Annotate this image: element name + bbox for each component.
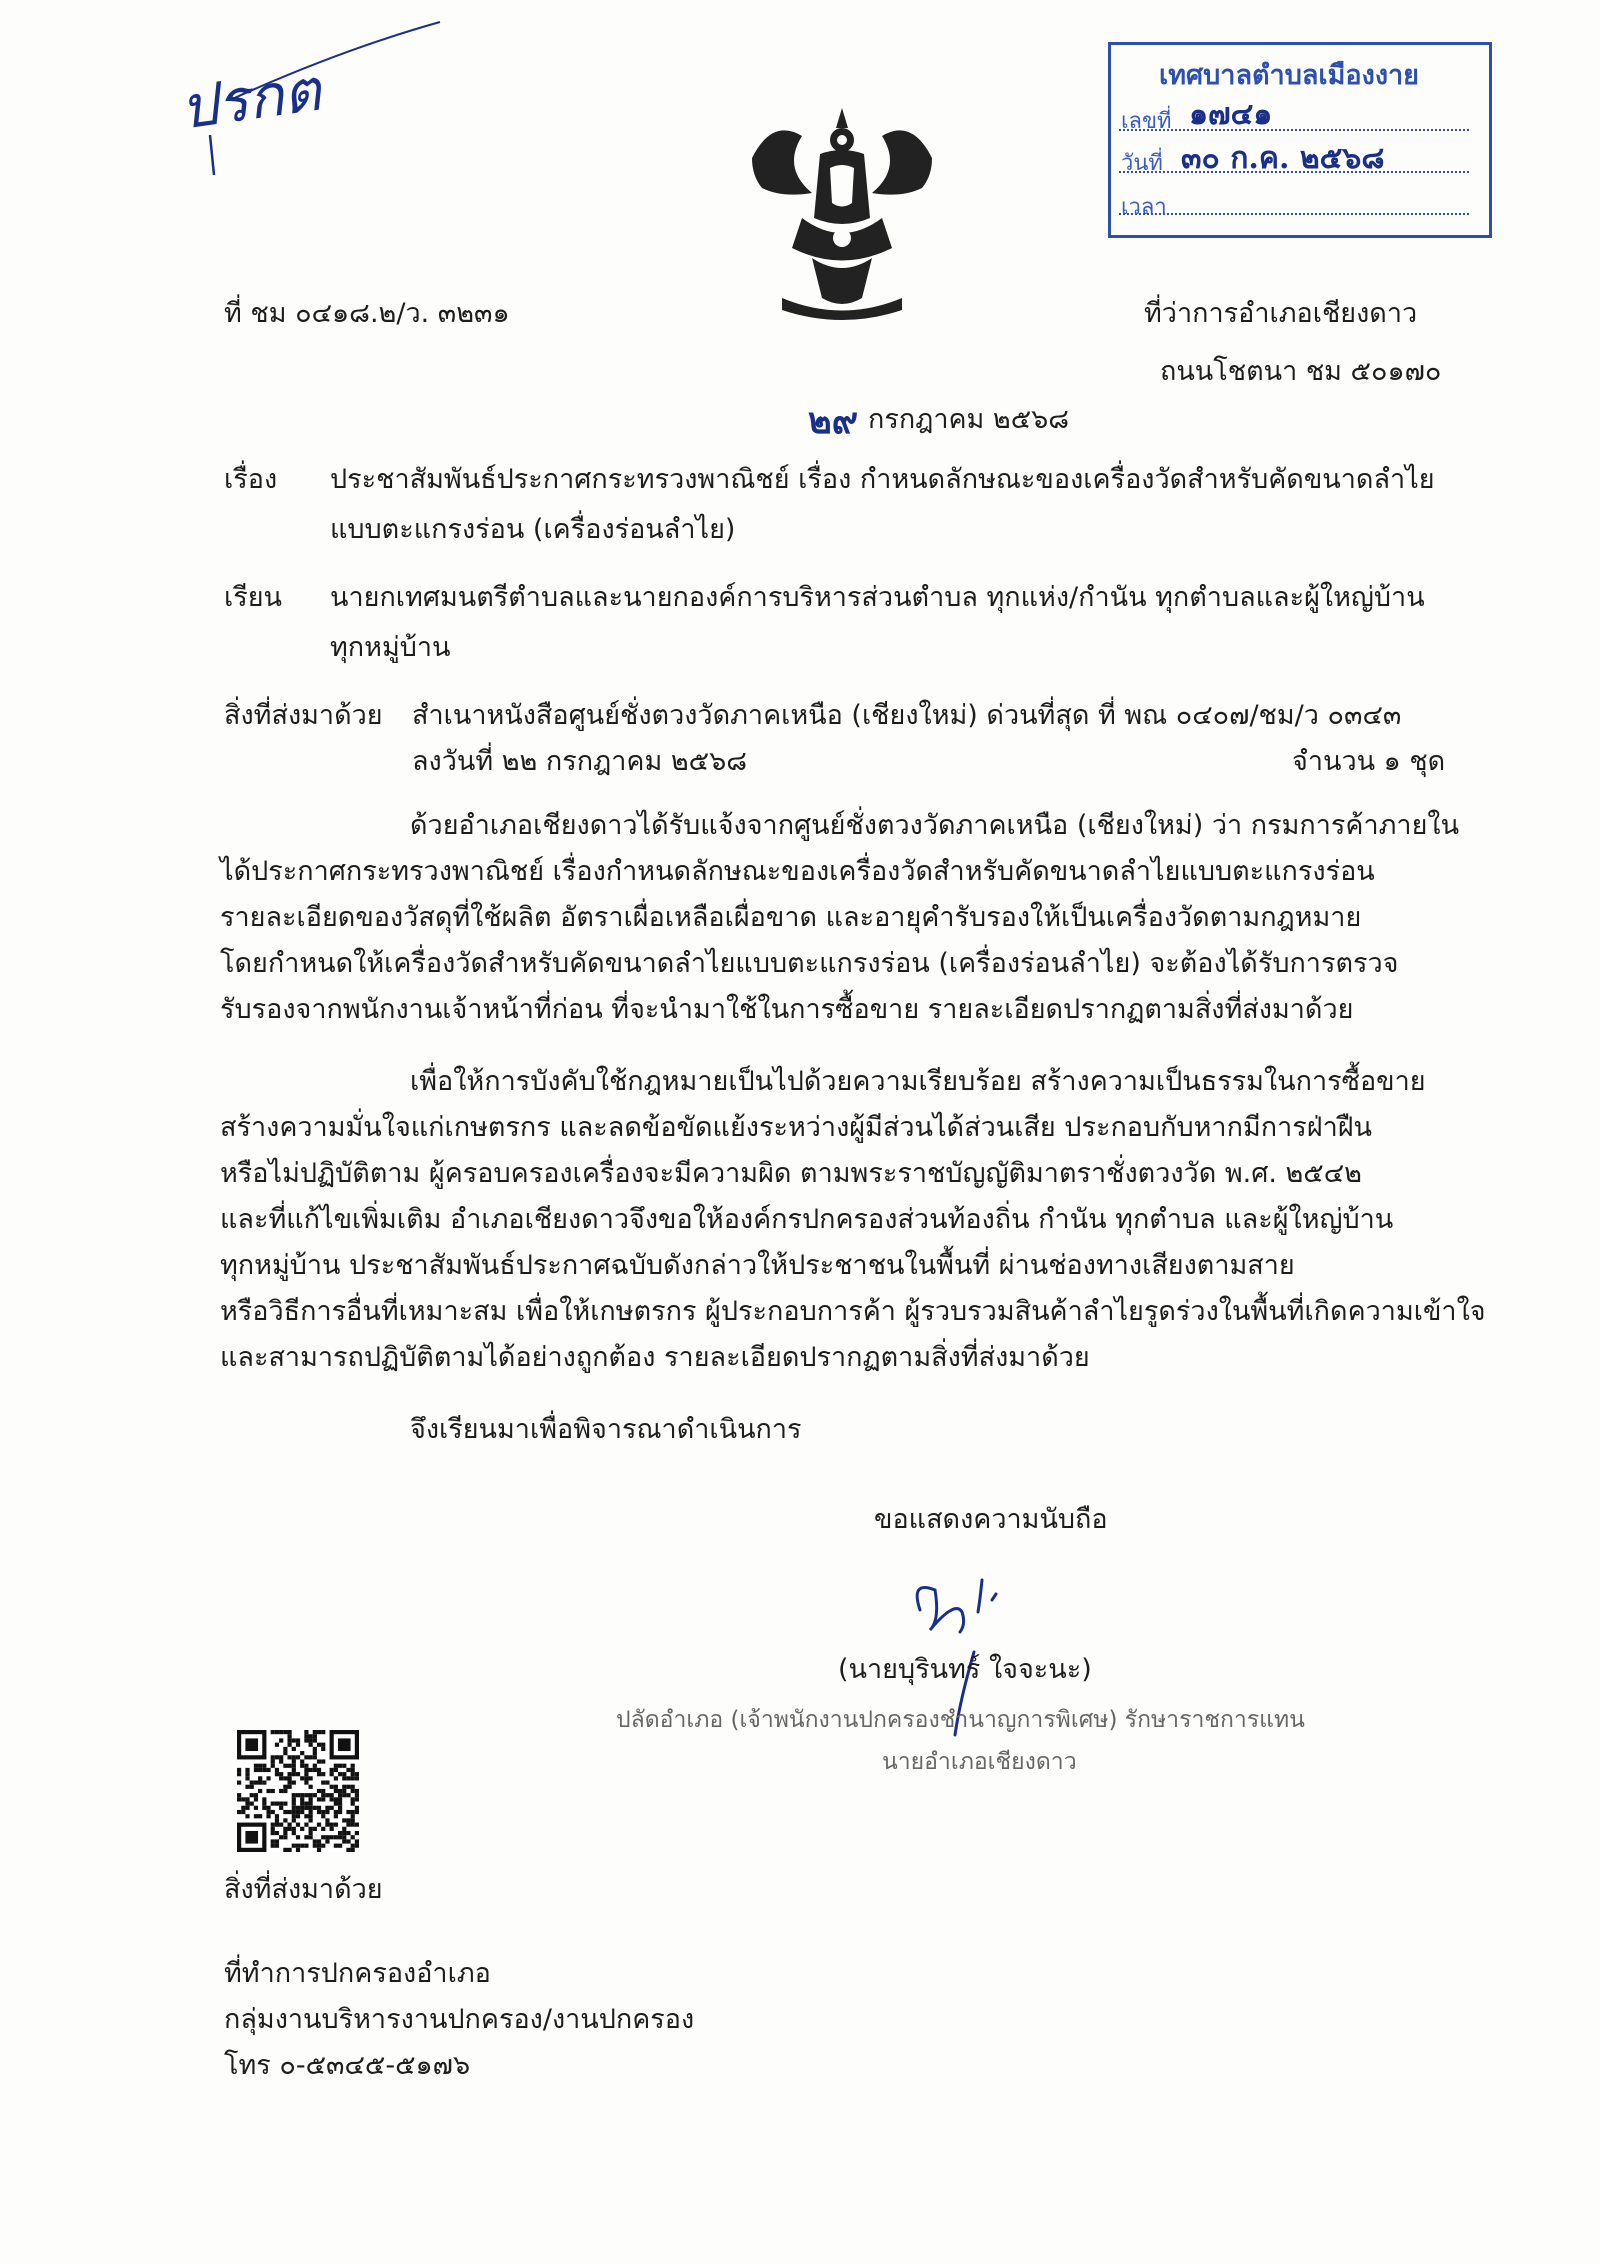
signatory-title-1: ปลัดอำเภอ (เจ้าพนักงานปกครองชำนาญการพิเศษ) รักษาราชการแทน — [616, 1707, 1305, 1733]
body-p2-line: หรือวิธีการอื่นที่เหมาะสม เพื่อให้เกษตรกร ผู้ประกอบการค้า ผู้รวบรวมสินค้าลำไยรูดร่วงในพื้นที่เกิดความเข้าใจ — [220, 1296, 1486, 1327]
footer-phone: โทร ๐-๕๓๔๕-๕๑๗๖ — [224, 2050, 471, 2081]
ref-number: ที่ ชม ๐๔๑๘.๒/ว. ๓๒๓๑ — [224, 298, 510, 329]
stamp-time-label: เวลา — [1121, 195, 1167, 220]
to-line-2: ทุกหมู่บ้าน — [330, 632, 451, 663]
qr-caption: สิ่งที่ส่งมาด้วย — [224, 1874, 383, 1905]
body-p1-line: โดยกำหนดให้เครื่องวัดสำหรับคัดขนาดลำไยแบบตะแกรงร่อน (เครื่องร่อนลำไย) จะต้องได้รับการตรวจ — [220, 948, 1399, 979]
body-p3: จึงเรียนมาเพื่อพิจารณาดำเนินการ — [410, 1414, 802, 1445]
stamp-date-label: วันที่ — [1121, 151, 1163, 176]
body-p1-line: ได้ประกาศกระทรวงพาณิชย์ เรื่องกำหนดลักษณะของเครื่องวัดสำหรับคัดขนาดลำไยแบบตะแกรงร่อน — [220, 856, 1375, 887]
enclosure-count: จำนวน ๑ ชุด — [1292, 746, 1446, 777]
receipt-stamp — [1108, 42, 1492, 238]
body-p2-line: และที่แก้ไขเพิ่มเติม อำเภอเชียงดาวจึงขอให้องค์กรปกครองส่วนท้องถิ่น กำนัน ทุกตำบล และผู้ใหญ่บ้าน — [220, 1204, 1394, 1235]
body-p2-line: หรือไม่ปฏิบัติตาม ผู้ครอบครองเครื่องจะมีความผิด ตามพระราชบัญญัติมาตราชั่งตวงวัด พ.ศ. ๒๕๔๒ — [220, 1158, 1362, 1189]
closing: ขอแสดงความนับถือ — [874, 1504, 1108, 1535]
handwritten-note: ปรกต — [176, 55, 325, 143]
handwritten-stroke — [190, 10, 450, 180]
signatory-name: (นายบุรินทร์ ใจจะนะ) — [838, 1654, 1092, 1685]
sender-address: ถนนโชตนา ชม ๕๐๑๗๐ — [1160, 356, 1442, 387]
footer-unit: กลุ่มงานบริหารงานปกครอง/งานปกครอง — [224, 2004, 695, 2035]
qr-code — [237, 1730, 359, 1852]
body-p2-line: และสามารถปฏิบัติตามได้อย่างถูกต้อง รายละเอียดปรากฏตามสิ่งที่ส่งมาด้วย — [220, 1342, 1090, 1373]
body-p2-line: เพื่อให้การบังคับใช้กฎหมายเป็นไปด้วยความเรียบร้อย สร้างความเป็นธรรมในการซื้อขาย — [410, 1066, 1426, 1097]
stamp-number-label: เลขที่ — [1121, 109, 1172, 134]
subject-label: เรื่อง — [224, 464, 278, 495]
garuda-emblem-icon — [742, 98, 942, 322]
enclosure-line-2: ลงวันที่ ๒๒ กรกฎาคม ๒๕๖๘ — [412, 746, 748, 777]
sender-office: ที่ว่าการอำเภอเชียงดาว — [1144, 298, 1418, 329]
to-label: เรียน — [224, 582, 283, 613]
date-day: ๒๙ — [808, 400, 859, 442]
signatory-title-2: นายอำเภอเชียงดาว — [882, 1749, 1077, 1775]
date-month-year: กรกฎาคม ๒๕๖๘ — [868, 404, 1070, 435]
footer-office: ที่ทำการปกครองอำเภอ — [224, 1958, 491, 1989]
to-line-1: นายกเทศมนตรีตำบลและนายกองค์การบริหารส่วนตำบล ทุกแห่ง/กำนัน ทุกตำบลและผู้ใหญ่บ้าน — [330, 582, 1425, 613]
enclosure-label: สิ่งที่ส่งมาด้วย — [224, 700, 383, 731]
body-p2-line: ทุกหมู่บ้าน ประชาสัมพันธ์ประกาศฉบับดังกล่าวให้ประชาชนในพื้นที่ ผ่านช่องทางเสียงตามสาย — [220, 1250, 1295, 1281]
body-p1-line: รับรองจากพนักงานเจ้าหน้าที่ก่อน ที่จะนำมาใช้ในการซื้อขาย รายละเอียดปรากฏตามสิ่งที่ส่งมาด้วย — [220, 994, 1354, 1025]
body-p2-line: สร้างความมั่นใจแก่เกษตรกร และลดข้อขัดแย้งระหว่างผู้มีส่วนได้ส่วนเสีย ประกอบกับหากมีการฝ่าฝืน — [220, 1112, 1373, 1143]
subject-line-1: ประชาสัมพันธ์ประกาศกระทรวงพาณิชย์ เรื่อง กำหนดลักษณะของเครื่องวัดสำหรับคัดขนาดลำไย — [330, 464, 1435, 495]
stamp-number-value: ๑๗๔๑ — [1189, 97, 1273, 132]
subject-line-2: แบบตะแกรงร่อน (เครื่องร่อนลำไย) — [330, 514, 736, 545]
stamp-date-value: ๓๐ ก.ค. ๒๕๖๘ — [1181, 141, 1385, 176]
enclosure-line-1: สำเนาหนังสือศูนย์ชั่งตวงวัดภาคเหนือ (เชียงใหม่) ด่วนที่สุด ที่ พณ ๐๔๐๗/ชม/ว ๐๓๔๓ — [412, 700, 1402, 731]
body-p1-line: ด้วยอำเภอเชียงดาวได้รับแจ้งจากศูนย์ชั่งตวงวัดภาคเหนือ (เชียงใหม่) ว่า กรมการค้าภายใน — [410, 810, 1460, 841]
stamp-org: เทศบาลตำบลเมืองงาย — [1159, 60, 1419, 91]
body-p1-line: รายละเอียดของวัสดุที่ใช้ผลิต อัตราเผื่อเหลือเผื่อขาด และอายุคำรับรองให้เป็นเครื่องวัดตามกฎหมาย — [220, 902, 1362, 933]
